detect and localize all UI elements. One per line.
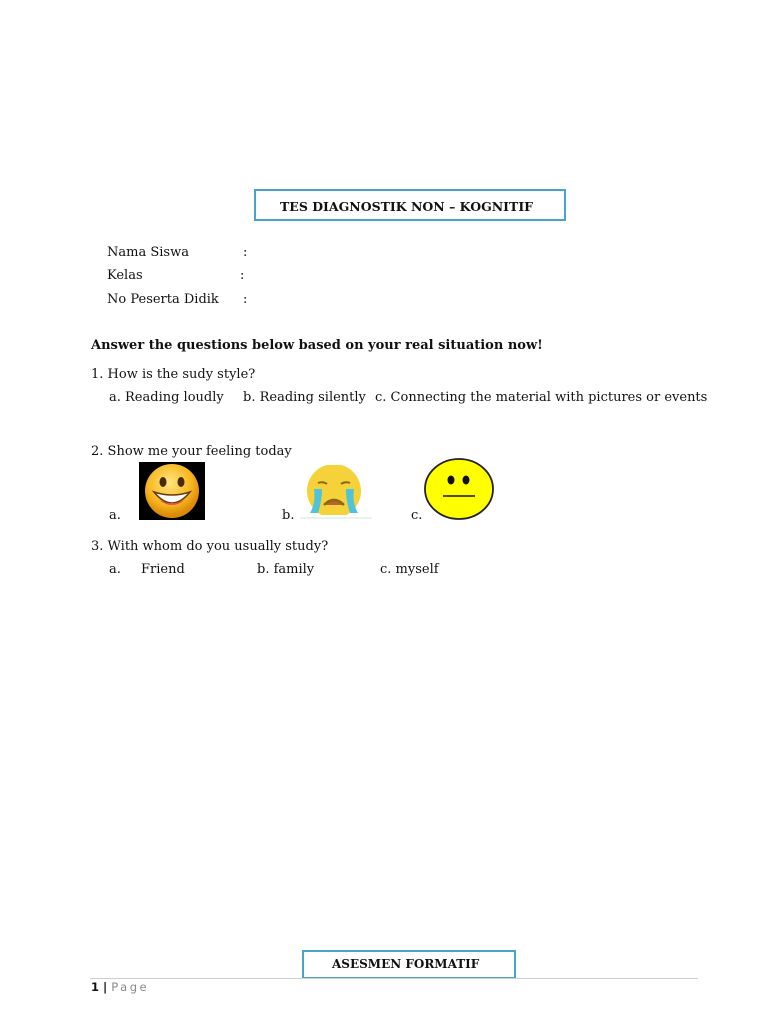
question-3-option-a: Friend [141, 562, 185, 577]
question-2-text: 2. Show me your feeling today [91, 444, 292, 459]
page-footer [91, 980, 149, 994]
footer-divider [90, 978, 698, 979]
question-3-option-c: c. myself [380, 562, 439, 577]
field-label-kelas: Kelas [107, 268, 143, 283]
field-label-no-peserta-didik: No Peserta Didik [107, 292, 219, 307]
title-box [254, 189, 566, 221]
page-number: 1 [91, 980, 100, 994]
crying-face-icon [296, 465, 376, 521]
question-1-text: 1. How is the sudy style? [91, 367, 256, 382]
question-1-option-c: c. Connecting the material with pictures or events [375, 390, 708, 405]
question-1-option-a: a. Reading loudly [109, 390, 224, 405]
neutral-face-icon [423, 458, 495, 520]
page-separator: | [99, 980, 112, 994]
field-colon-nama-siswa: : [243, 245, 248, 260]
page-title: TES DIAGNOSTIK NON – KOGNITIF [280, 199, 534, 214]
question-3-option-b: b. family [257, 562, 315, 577]
question-2-option-a: a. [109, 508, 121, 523]
question-1-option-b: b. Reading silently [243, 390, 366, 405]
question-3-option-a-label: a. [109, 562, 121, 577]
instruction-text: Answer the questions below based on your real situation now! [91, 338, 543, 353]
grinning-face-icon [139, 462, 205, 520]
field-colon-no-peserta-didik: : [243, 292, 248, 307]
footer-box [302, 950, 516, 979]
field-colon-kelas: : [240, 268, 245, 283]
question-2-option-b: b. [282, 508, 295, 523]
question-3-text: 3. With whom do you usually study? [91, 539, 329, 554]
page-word: Page [111, 980, 150, 994]
field-label-nama-siswa: Nama Siswa [107, 245, 189, 260]
question-2-option-c: c. [411, 508, 423, 523]
footer-box-label: ASESMEN FORMATIF [332, 957, 480, 971]
